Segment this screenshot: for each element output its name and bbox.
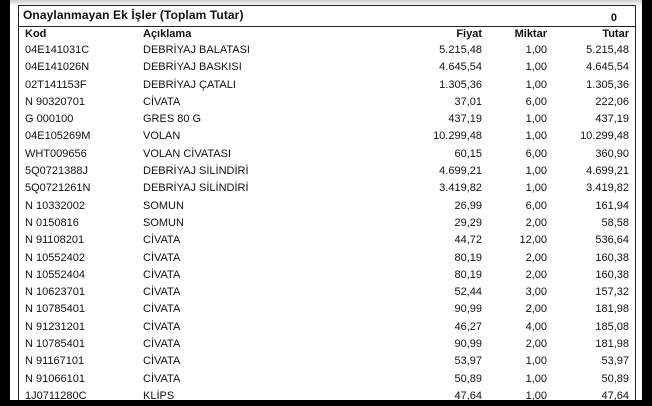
cell-miktar: 1,00 (525, 182, 547, 195)
cell-aciklama: SOMUN (143, 216, 184, 229)
cell-fiyat: 47,64 (454, 389, 482, 402)
cell-kod: N 91167101 (25, 355, 85, 368)
cell-fiyat: 80,19 (454, 268, 482, 281)
column-header-fiyat: Fiyat (456, 28, 482, 40)
table-row (19, 164, 635, 181)
cell-aciklama: VOLAN (143, 130, 181, 143)
cell-fiyat: 53,97 (454, 355, 482, 368)
cell-aciklama: GRES 80 G (143, 113, 202, 126)
cell-aciklama: KLİPS (143, 389, 175, 402)
cell-aciklama: DEBRİYAJ SİLİNDİRİ (143, 182, 249, 195)
column-header-miktar: Miktar (514, 28, 547, 40)
cell-aciklama: CİVATA (143, 355, 181, 368)
cell-miktar: 6,00 (525, 147, 547, 160)
cell-miktar: 3,00 (525, 286, 547, 299)
table-row (19, 216, 635, 233)
table-row (19, 372, 635, 389)
cell-fiyat: 46,27 (454, 320, 482, 333)
cell-fiyat: 4.645,54 (439, 61, 482, 74)
cell-fiyat: 90,99 (454, 303, 482, 316)
table-row (19, 112, 635, 129)
cell-tutar: 181,98 (595, 338, 629, 351)
table-row (19, 354, 635, 371)
cell-tutar: 5.215,48 (586, 44, 629, 56)
cell-tutar: 222,06 (595, 95, 629, 108)
cell-kod: N 91231201 (25, 320, 85, 333)
cell-tutar: 437,19 (595, 113, 629, 126)
cell-miktar: 1,00 (525, 165, 547, 178)
cell-kod: N 90320701 (25, 95, 85, 108)
cell-miktar: 2,00 (525, 268, 547, 281)
cell-miktar: 1,00 (525, 78, 547, 91)
cell-fiyat: 50,89 (454, 372, 482, 385)
cell-fiyat: 3.419,82 (439, 182, 482, 195)
cell-tutar: 157,32 (595, 286, 629, 299)
unapproved-work-panel (18, 5, 636, 400)
table-row (19, 147, 635, 164)
cell-miktar: 12,00 (519, 234, 547, 247)
total-amount: 0 (610, 12, 617, 24)
table-row (19, 181, 635, 198)
cell-fiyat: 37,01 (454, 95, 482, 108)
cell-kod: N 10623701 (25, 286, 85, 299)
cell-kod: 1J0711280C (25, 389, 87, 402)
cell-miktar: 2,00 (525, 216, 547, 229)
cell-tutar: 10.299,48 (580, 130, 629, 143)
cell-kod: N 10332002 (25, 199, 85, 212)
cell-fiyat: 26,99 (454, 199, 482, 212)
cell-tutar: 47,64 (601, 389, 629, 402)
column-header-tutar: Tutar (602, 28, 629, 40)
table-row (19, 95, 635, 112)
cell-tutar: 50,89 (601, 372, 629, 385)
table-row (19, 251, 635, 268)
panel-title: Onaylanmayan Ek İşler (Toplam Tutar) (23, 8, 244, 22)
cell-tutar: 3.419,82 (586, 182, 629, 195)
cell-fiyat: 52,44 (454, 286, 482, 299)
cell-kod: 04E141026N (25, 61, 90, 74)
cell-kod: 5Q0721261N (25, 182, 91, 195)
cell-fiyat: 5.215,48 (439, 44, 482, 56)
cell-fiyat: 90,99 (454, 338, 482, 351)
cell-aciklama: CİVATA (143, 95, 181, 108)
cell-aciklama: DEBRİYAJ ÇATALI (143, 78, 236, 91)
table-row (19, 129, 635, 146)
column-header-aciklama: Açıklama (143, 28, 192, 40)
table-row (19, 337, 635, 354)
cell-aciklama: CİVATA (143, 234, 181, 247)
table-row (19, 302, 635, 319)
cell-kod: 02T141153F (25, 78, 87, 91)
table-row (19, 43, 635, 60)
cell-kod: N 10552404 (25, 268, 85, 281)
cell-fiyat: 437,19 (448, 113, 482, 126)
cell-kod: 5Q0721388J (25, 165, 88, 178)
cell-tutar: 161,94 (595, 199, 629, 212)
cell-miktar: 1,00 (525, 44, 547, 56)
cell-miktar: 1,00 (525, 372, 547, 385)
cell-kod: N 91066101 (25, 372, 85, 385)
cell-fiyat: 60,15 (454, 147, 482, 160)
cell-kod: G 000100 (25, 113, 74, 126)
cell-tutar: 160,38 (595, 268, 629, 281)
cell-kod: N 10552402 (25, 251, 85, 264)
cell-aciklama: CİVATA (143, 320, 181, 333)
table-row (19, 199, 635, 216)
cell-tutar: 4.699,21 (586, 165, 629, 178)
cell-kod: N 0150816 (25, 216, 79, 229)
cell-kod: N 91108201 (25, 234, 85, 247)
cell-kod: 04E105269M (25, 130, 91, 143)
table-row (19, 233, 635, 250)
cell-fiyat: 29,29 (454, 216, 482, 229)
cell-miktar: 1,00 (525, 355, 547, 368)
cell-aciklama: VOLAN CİVATASI (143, 147, 232, 160)
table-row (19, 285, 635, 302)
cell-kod: N 10785401 (25, 338, 85, 351)
table-row (19, 268, 635, 285)
cell-fiyat: 1.305,36 (439, 78, 482, 91)
cell-aciklama: CİVATA (143, 251, 181, 264)
cell-miktar: 6,00 (525, 199, 547, 212)
cell-tutar: 360,90 (595, 147, 629, 160)
column-header-kod: Kod (25, 28, 47, 40)
cell-aciklama: SOMUN (143, 199, 184, 212)
cell-kod: N 10785401 (25, 303, 85, 316)
table-row (19, 78, 635, 95)
cell-aciklama: CİVATA (143, 372, 181, 385)
table-row (19, 60, 635, 77)
document-page (10, 0, 642, 400)
cell-fiyat: 80,19 (454, 251, 482, 264)
cell-tutar: 1.305,36 (586, 78, 629, 91)
table-row (19, 320, 635, 337)
cell-miktar: 1,00 (525, 389, 547, 402)
cell-tutar: 536,64 (595, 234, 629, 247)
cell-aciklama: DEBRİYAJ SİLİNDİRİ (143, 165, 249, 178)
cell-miktar: 1,00 (525, 113, 547, 126)
cell-miktar: 1,00 (525, 130, 547, 143)
cell-tutar: 53,97 (601, 355, 629, 368)
cell-tutar: 58,58 (601, 216, 629, 229)
table-header-row (19, 27, 635, 41)
cell-tutar: 160,38 (595, 251, 629, 264)
cell-aciklama: CİVATA (143, 286, 181, 299)
cell-miktar: 2,00 (525, 251, 547, 264)
cell-fiyat: 4.699,21 (439, 165, 482, 178)
cell-kod: WHT009656 (25, 147, 87, 160)
cell-miktar: 2,00 (525, 338, 547, 351)
cell-tutar: 4.645,54 (586, 61, 629, 74)
panel-header (19, 6, 635, 27)
cell-miktar: 2,00 (525, 303, 547, 316)
cell-fiyat: 10.299,48 (433, 130, 482, 143)
cell-aciklama: CİVATA (143, 268, 181, 281)
cell-miktar: 6,00 (525, 95, 547, 108)
table-row (19, 389, 635, 406)
cell-aciklama: CİVATA (143, 303, 181, 316)
cell-tutar: 181,98 (595, 303, 629, 316)
cell-miktar: 1,00 (525, 61, 547, 74)
cell-miktar: 4,00 (525, 320, 547, 333)
cell-kod: 04E141031C (25, 44, 90, 56)
cell-fiyat: 44,72 (454, 234, 482, 247)
table-body (19, 43, 635, 406)
cell-aciklama: DEBRİYAJ BALATASI (143, 44, 250, 56)
cell-tutar: 185,08 (595, 320, 629, 333)
cell-aciklama: DEBRİYAJ BASKISI (143, 61, 242, 74)
cell-aciklama: CİVATA (143, 338, 181, 351)
